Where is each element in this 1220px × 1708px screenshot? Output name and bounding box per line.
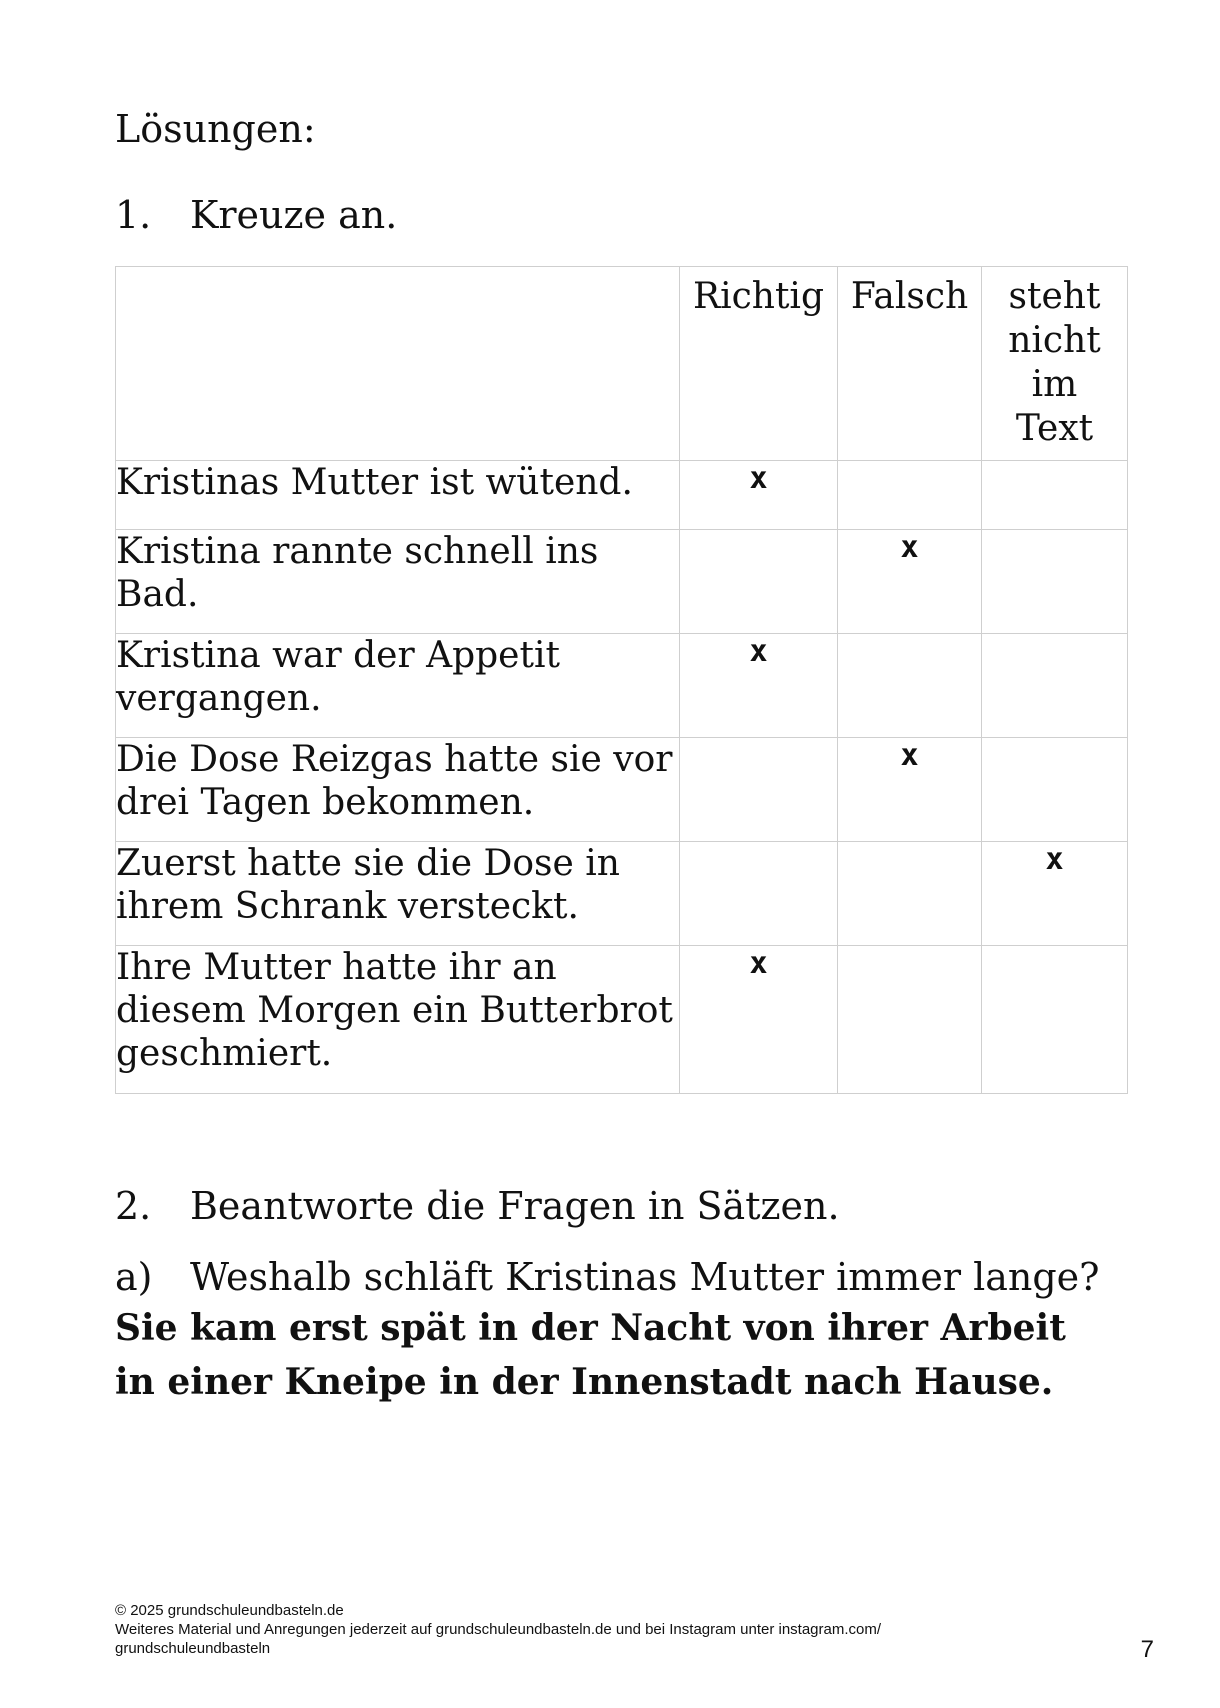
header-richtig: Richtig [680, 267, 838, 461]
richtig-mark [680, 842, 838, 946]
richtig-mark: x [680, 634, 838, 738]
table-row [116, 530, 1128, 634]
header-falsch: Falsch [838, 267, 982, 461]
statement-cell: Die Dose Reizgas hatte sie vor drei Tagen bekommen. [116, 738, 680, 842]
table-row [116, 738, 1128, 842]
task-1-text: Kreuze an. [190, 193, 398, 237]
falsch-mark [838, 946, 982, 1094]
question-a-label: a) [115, 1255, 153, 1299]
footer-copyright: © 2025 grundschuleundbasteln.de [115, 1602, 344, 1619]
richtig-mark: x [680, 461, 838, 530]
question-a [115, 1252, 1100, 1302]
task-2-title [115, 1181, 840, 1231]
nicht-im-text-mark [982, 530, 1128, 634]
header-statement-cell [116, 267, 680, 461]
table-header-row [116, 267, 1128, 461]
richtig-mark [680, 530, 838, 634]
table-row [116, 946, 1128, 1094]
nicht-im-text-mark [982, 634, 1128, 738]
falsch-mark [838, 842, 982, 946]
richtig-mark [680, 738, 838, 842]
header-nicht-line: Text [1015, 408, 1094, 449]
statement-cell: Kristina rannte schnell ins Bad. [116, 530, 680, 634]
table-row [116, 634, 1128, 738]
answer-a: Sie kam erst spät in der Nacht von ihrer Arbeit in einer Kneipe in der Innenstadt nach Hause. [115, 1307, 1066, 1403]
statement-cell: Ihre Mutter hatte ihr an diesem Morgen ein Butterbrot geschmiert. [116, 946, 680, 1094]
header-steht-nicht-im-text [982, 267, 1128, 461]
statement-cell: Kristina war der Appetit vergangen. [116, 634, 680, 738]
answer-table [115, 266, 1128, 1094]
task-1-title [115, 190, 397, 240]
footer [115, 1601, 1015, 1658]
question-a-text: Weshalb schläft Kristinas Mutter immer lange? [190, 1255, 1100, 1299]
statement-cell: Zuerst hatte sie die Dose in ihrem Schrank versteckt. [116, 842, 680, 946]
page-heading: Lösungen: [115, 107, 316, 151]
header-nicht-line: nicht [1008, 320, 1101, 361]
task-1-number: 1. [115, 193, 152, 237]
statement-cell: Kristinas Mutter ist wütend. [116, 461, 680, 530]
table-row [116, 461, 1128, 530]
header-nicht-line: im [1031, 364, 1078, 405]
nicht-im-text-mark [982, 738, 1128, 842]
nicht-im-text-mark [982, 461, 1128, 530]
nicht-im-text-mark [982, 946, 1128, 1094]
header-nicht-line: steht [1008, 276, 1101, 317]
falsch-mark: x [838, 738, 982, 842]
falsch-mark [838, 634, 982, 738]
table-row [116, 842, 1128, 946]
task-2-number: 2. [115, 1184, 152, 1228]
falsch-mark [838, 461, 982, 530]
page-number: 7 [1140, 1636, 1154, 1663]
richtig-mark: x [680, 946, 838, 1094]
nicht-im-text-mark: x [982, 842, 1128, 946]
footer-info: Weiteres Material und Anregungen jederzeit auf grundschuleundbasteln.de und bei Instagram unter instagram.com/ [115, 1621, 882, 1638]
falsch-mark: x [838, 530, 982, 634]
task-2-text: Beantworte die Fragen in Sätzen. [190, 1184, 840, 1228]
footer-info-cont: grundschuleundbasteln [115, 1640, 271, 1657]
